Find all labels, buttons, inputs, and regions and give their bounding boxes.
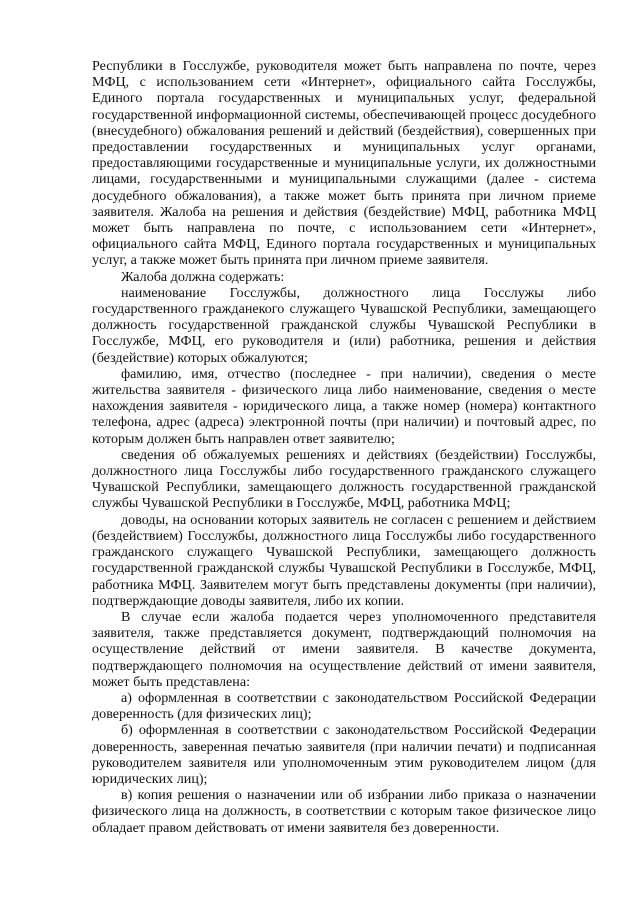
paragraph-complaint-channels: Республики в Госслужбе, руководителя может быть направлена по почте, через МФЦ, с использованием сети «Интернет», официального сайта Госслужбы, Единого портала государственных и муниципальных услуг, федеральной государственной информационной системы, обеспечивающей процесс досудебного (внесудебного) обжалования решений и действий (бездействия), совершенных при предоставлении государственных и муниципальных услуг органами, предоставляющими государственные и муниципальные услуги, их должностными лицами, государственными и муниципальными служащими (далее - система досудебного обжалования), а также может быть принята при личном приеме заявителя. Жалоба на решения и действия (бездействие) МФЦ, работника МФЦ может быть направлена по почте, с использованием сети «Интернет», официального сайта МФЦ, Единого портала государственных и муниципальных услуг, а также может быть принята при личном приеме заявителя. [92, 58, 596, 269]
paragraph-item-arguments: доводы, на основании которых заявитель не согласен с решением и действием (бездействием) Госслужбы, должностного лица Госслужбы либо государственного гражданского служащего Чувашской Республики, замещающего должность государственной гражданской службы Чувашской Республики в Госслужбе, МФЦ, работника МФЦ. Заявителем могут быть представлены документы (при наличии), подтверждающие доводы заявителя, либо их копии. [92, 511, 596, 609]
paragraph-item-agency-name: наименование Госслужбы, должностного лица Госслужы либо государственного гражданекого служащего Чувашской Республики, замещающего должность государственной гражданской службы Чувашской Республики в Госслужбе, МФЦ, его руководителя и (или) работника, решения и действия (бездействие) которых обжалуются; [92, 284, 596, 366]
paragraph-item-contested-decisions: сведения об обжалуемых решениях и действиях (бездействии) Госслужбы, должностного лица Госслужбы либо государственного гражданского служащего Чувашской Республики, замещающего должность государственной гражданской службы Чувашской Республики в Госслужбе, МФЦ, работника МФЦ; [92, 446, 596, 512]
paragraph-option-b: б) оформленная в соответствии с законодательством Российской Федерации доверенность, заверенная печатью заявителя (при наличии печати) и подписанная руководителем заявителя или уполномоченным этим руководителем лицом (для юридических лиц); [92, 722, 596, 787]
paragraph-complaint-contents-intro: Жалоба должна содержать: [121, 268, 285, 285]
document-page [92, 58, 596, 836]
paragraph-option-c: в) копия решения о назначении или об избрании либо приказа о назначении физического лица на должность, в соответствии с которым такое физическое лицо обладает правом действовать от имени заявителя без доверенности. [92, 787, 596, 836]
paragraph-representative: В случае если жалоба подается через уполномоченного представителя заявителя, также представляется документ, подтверждающий полномочия на осуществление действий от имени заявителя. В качестве документа, подтверждающего полномочия на осуществление действий от имени заявителя, может быть представлена: [92, 608, 596, 690]
paragraph-option-a: а) оформленная в соответствии с законодательством Российской Федерации доверенность (для физических лиц); [92, 689, 596, 723]
paragraph-item-applicant-details: фамилию, имя, отчество (последнее - при наличии), сведения о месте жительства заявителя - физического лица либо наименование, сведения о месте нахождения заявителя - юридического лица, а также номер (номера) контактного телефона, адрес (адреса) электронной почты (при наличии) и почтовый адрес, по которым должен быть направлен ответ заявителю; [92, 365, 596, 447]
